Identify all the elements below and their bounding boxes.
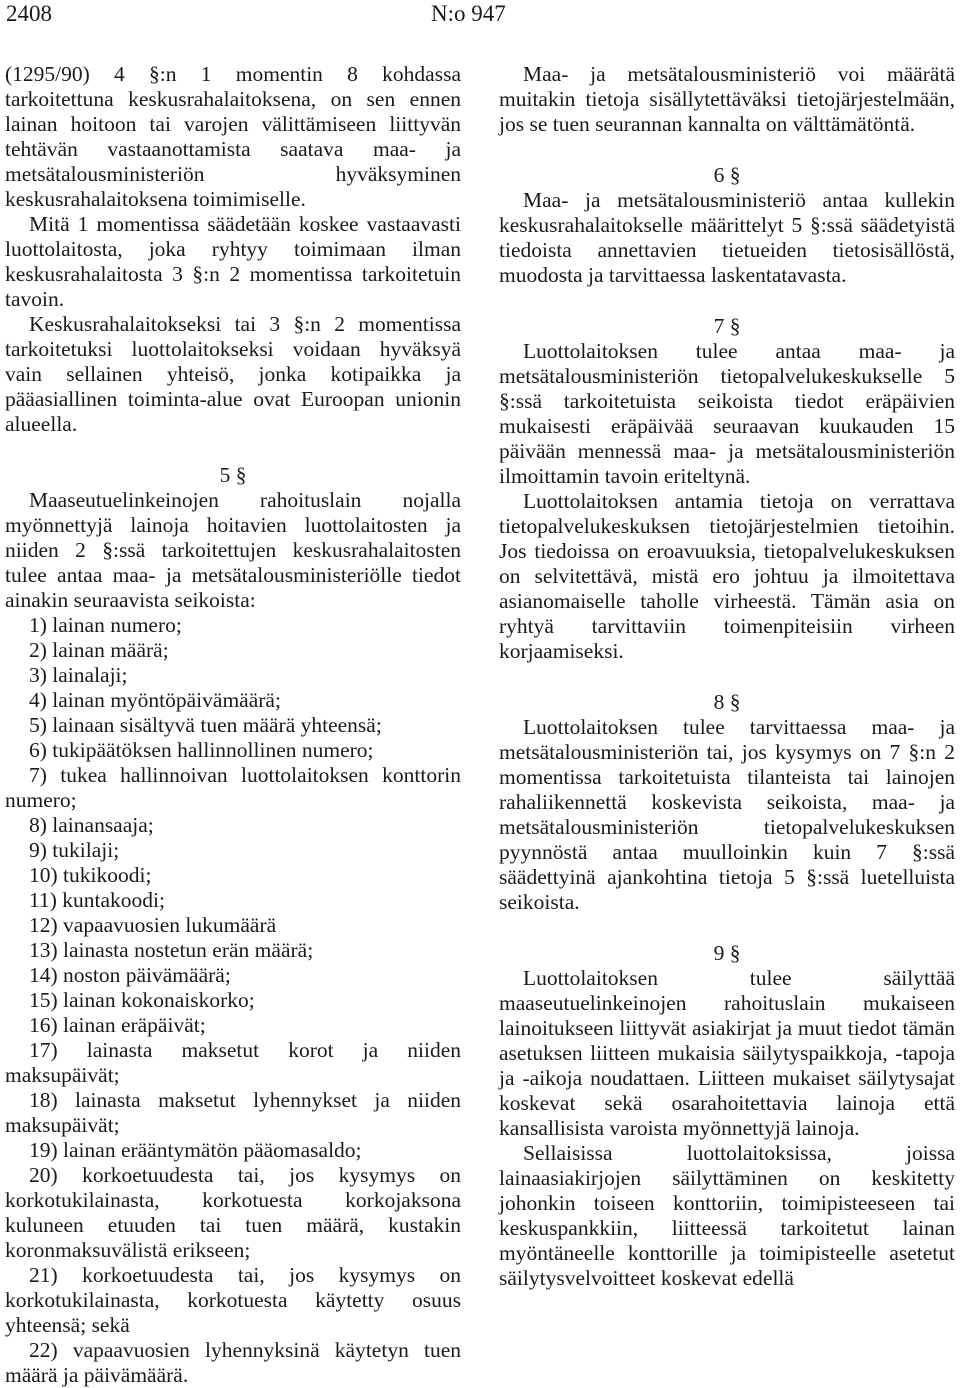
list-item: 10) tukikoodi;	[29, 863, 152, 887]
list-item: 3) lainalaji;	[29, 663, 128, 687]
paragraph: Maaseutuelinkeinojen rahoituslain nojalla myönnettyjä lainoja hoitavien luottolaitosten ja niiden 2 §:ssä tarkoitettujen keskusrahalaitosten tulee antaa maa- ja metsätalousministeriölle tiedot ainakin seuraavista seikoista:	[5, 488, 461, 612]
section-heading: 9 §	[713, 941, 741, 965]
list-item: 9) tukilaji;	[29, 838, 120, 862]
list-item: 16) lainan eräpäivät;	[29, 1013, 206, 1037]
list-item: 21) korkoetuudesta tai, jos kysymys on korkotukilainasta, korkotuesta käytetty osuus yhteensä; sekä	[5, 1263, 461, 1337]
left-column	[5, 62, 461, 1388]
list-item: 19) lainan erääntymätön pääomasaldo;	[29, 1138, 362, 1162]
section-heading: 5 §	[219, 463, 247, 487]
paragraph: Mitä 1 momentissa säädetään koskee vastaavasti luottolaitosta, joka ryhtyy toimimaan ilman keskusrahalaitosta 3 §:n 2 momentissa tarkoitetuin tavoin.	[5, 212, 461, 311]
paragraph: Sellaisissa luottolaitoksissa, joissa lainaasiakirjojen säilyttäminen on keskitetty johonkin toiseen konttoriin, toimipisteeseen tai keskuspankkiin, liitteessä tarkoitetut lainan myöntäneelle konttorille ja toimipisteelle asetetut säilytysvelvoitteet koskevat edellä	[499, 1141, 955, 1290]
item-list	[5, 613, 461, 1388]
list-item: 22) vapaavuosien lyhennyksinä käytetyn tuen määrä ja päivämäärä.	[5, 1338, 461, 1387]
page-header	[0, 0, 960, 30]
list-item: 7) tukea hallinnoivan luottolaitoksen konttorin numero;	[5, 763, 461, 812]
list-item: 13) lainasta nostetun erän määrä;	[29, 938, 314, 962]
paragraph: Luottolaitoksen tulee tarvittaessa maa- ja metsätalousministeriön tai, jos kysymys on 7 §:n 2 momentissa tarkoitetuista tilanteista tai lainojen rahaliikennettä koskevista seikoista, maa- ja metsätalousministeriön tietopalvelukeskuksen pyynnöstä antaa muulloinkin kuin 7 §:ssä säädettyinä ajankohtina tietoja 5 §:ssä luetelluista seikoista.	[499, 715, 955, 914]
paragraph: Maa- ja metsätalousministeriö voi määrätä muitakin tietoja sisällytettäväksi tietojärjestelmään, jos se tuen seurannan kannalta on välttämätöntä.	[499, 62, 955, 136]
list-item: 20) korkoetuudesta tai, jos kysymys on korkotukilainasta, korkotuesta korkojaksona kuluneen etuuden tai tuen määrä, kustakin koronmaksuvälistä erikseen;	[5, 1163, 461, 1262]
section-heading: 7 §	[713, 314, 741, 338]
list-item: 17) lainasta maksetut korot ja niiden maksupäivät;	[5, 1038, 461, 1087]
paragraph: (1295/90) 4 §:n 1 momentin 8 kohdassa tarkoitettuna keskusrahalaitoksena, on sen ennen lainan hoitoon tai varojen välittämiseen liittyvän tehtävän vastaanottamista saatava maa- ja metsätalousministeriön hyväksyminen keskusrahalaitoksena toimimiselle.	[5, 62, 461, 211]
list-item: 14) noston päivämäärä;	[29, 963, 231, 987]
list-item: 11) kuntakoodi;	[29, 888, 165, 912]
section-heading: 8 §	[713, 690, 741, 714]
right-column	[499, 62, 955, 1291]
list-item: 15) lainan kokonaiskorko;	[29, 988, 255, 1012]
paragraph: Luottolaitoksen tulee säilyttää maaseutuelinkeinojen rahoituslain mukaiseen lainoitukseen liittyvät asiakirjat ja muut tiedot tämän asetuksen liitteen mukaisia säilytyspaikkoja, -tapoja ja -aikoja noudattaen. Liitteen mukaiset säilytysajat koskevat sekä osarahoitettavia lainoja että kansallisista varoista myönnettyjä lainoja.	[499, 966, 955, 1140]
list-item: 8) lainansaaja;	[29, 813, 154, 837]
paragraph: Keskusrahalaitokseksi tai 3 §:n 2 momentissa tarkoitetuksi luottolaitokseksi voidaan hyväksyä vain sellainen yhteisö, jonka kotipaikka ja pääasiallinen toiminta-alue ovat Euroopan unionin alueella.	[5, 312, 461, 436]
paragraph: Maa- ja metsätalousministeriö antaa kullekin keskusrahalaitokselle määrittelyt 5 §:ssä säädetyistä tiedoista annettavien tietueiden tietosisällöstä, muodosta ja tarvittaessa laskentatavasta.	[499, 188, 955, 287]
list-item: 12) vapaavuosien lukumäärä	[29, 913, 277, 937]
list-item: 18) lainasta maksetut lyhennykset ja niiden maksupäivät;	[5, 1088, 461, 1137]
list-item: 1) lainan numero;	[29, 613, 182, 637]
list-item: 6) tukipäätöksen hallinnollinen numero;	[29, 738, 374, 762]
paragraph: Luottolaitoksen antamia tietoja on verrattava tietopalvelukeskuksen tietojärjestelmien tietoihin. Jos tiedoissa on eroavuuksia, tietopalvelukeskuksen on selvitettävä, mistä ero johtuu ja ilmoitettava asianomaiselle taholle virheestä. Tämän asia on ryhtyä tarvittaviin toimenpiteisiin virheen korjaamiseksi.	[499, 489, 955, 663]
list-item: 4) lainan myöntöpäivämäärä;	[29, 688, 281, 712]
document-number: N:o 947	[431, 1, 506, 26]
paragraph: Luottolaitoksen tulee antaa maa- ja metsätalousministeriön tietopalvelukeskukselle 5 §:ssä tarkoitetuista seikoista tiedot eräpäivien mukaisesti eräpäivää seuraavan kuukauden 15 päivään mennessä maa- ja metsätalousministeriön ilmoittamin tavoin eriteltynä.	[499, 339, 955, 488]
section-heading: 6 §	[713, 163, 741, 187]
list-item: 5) lainaan sisältyvä tuen määrä yhteensä;	[29, 713, 382, 737]
page-number: 2408	[6, 1, 52, 26]
list-item: 2) lainan määrä;	[29, 638, 169, 662]
